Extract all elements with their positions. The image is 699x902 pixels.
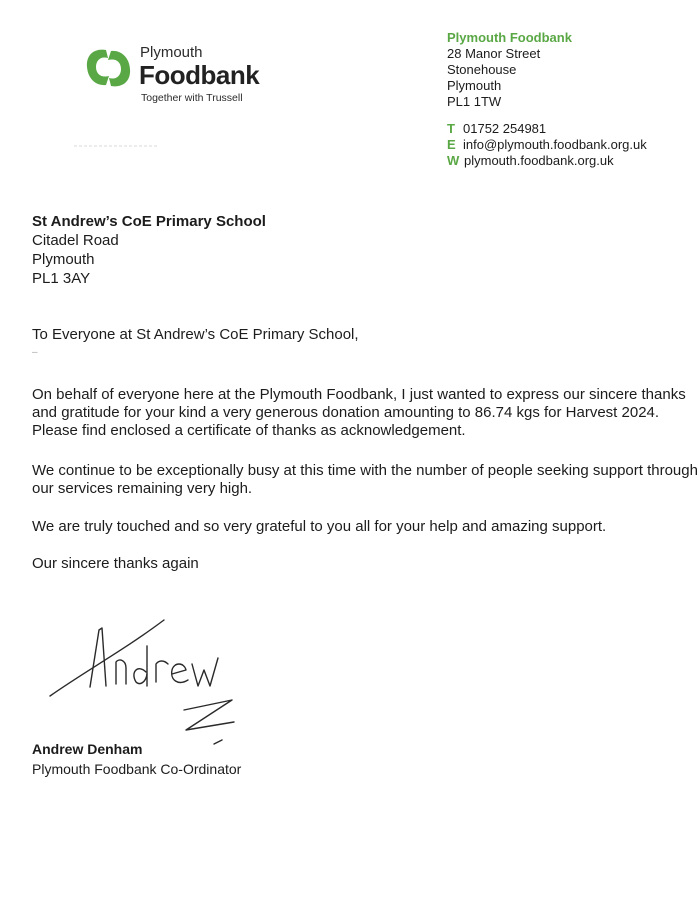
- foodbank-logo-mark-icon: [84, 45, 134, 91]
- logo-plymouth-text: Plymouth: [140, 44, 203, 61]
- phone-number: 01752 254981: [463, 121, 547, 136]
- logo-tagline: Together with Trussell: [141, 92, 243, 104]
- sender-address: [447, 30, 572, 110]
- logo-foodbank-text: Foodbank: [139, 60, 260, 90]
- closing-line: Our sincere thanks again: [32, 555, 199, 572]
- paragraph-grateful: We are truly touched and so very grateful to you all for your help and amazing support.: [32, 518, 607, 535]
- handwritten-signature: [44, 612, 244, 752]
- sender-org-name: Plymouth Foodbank: [447, 30, 572, 45]
- recipient-address: [32, 212, 266, 288]
- signoff: [32, 739, 241, 779]
- paragraph-line: We continue to be exceptionally busy at this time with the number of people seeking support through: [32, 462, 698, 479]
- paragraph-busy: [32, 462, 698, 498]
- sender-street: 28 Manor Street: [447, 46, 541, 61]
- recipient-city: Plymouth: [32, 251, 95, 268]
- paragraph-line: Please find enclosed a certificate of thanks as acknowledgement.: [32, 422, 466, 439]
- paragraph-thanks: [32, 386, 686, 440]
- contact-phone-row: [447, 121, 647, 137]
- contact-email-row: [447, 137, 647, 153]
- web-key: W: [447, 153, 460, 168]
- sender-postcode: PL1 1TW: [447, 94, 502, 109]
- sender-contact: [447, 121, 647, 169]
- signer-name: Andrew Denham: [32, 741, 143, 757]
- sender-district: Stonehouse: [447, 62, 517, 77]
- email-key: E: [447, 137, 456, 152]
- paragraph-line: and gratitude for your kind a very generous donation amounting to 86.74 kgs for Harvest 2024.: [32, 404, 660, 421]
- scan-artifact: [74, 144, 158, 148]
- recipient-name: St Andrew’s CoE Primary School: [32, 213, 266, 230]
- phone-key: T: [447, 121, 455, 136]
- contact-web-row: [447, 153, 647, 169]
- signer-title: Plymouth Foodbank Co-Ordinator: [32, 761, 242, 777]
- salutation: To Everyone at St Andrew’s CoE Primary School,: [32, 326, 359, 343]
- paragraph-line: On behalf of everyone here at the Plymouth Foodbank, I just wanted to express our sincere thanks: [32, 386, 686, 403]
- paragraph-line: our services remaining very high.: [32, 480, 253, 497]
- email-address: info@plymouth.foodbank.org.uk: [463, 137, 647, 152]
- sender-city: Plymouth: [447, 78, 502, 93]
- web-address: plymouth.foodbank.org.uk: [464, 153, 614, 168]
- stray-dash: –: [32, 347, 38, 358]
- foodbank-logo: [84, 44, 284, 106]
- recipient-street: Citadel Road: [32, 232, 119, 249]
- recipient-postcode: PL1 3AY: [32, 270, 91, 287]
